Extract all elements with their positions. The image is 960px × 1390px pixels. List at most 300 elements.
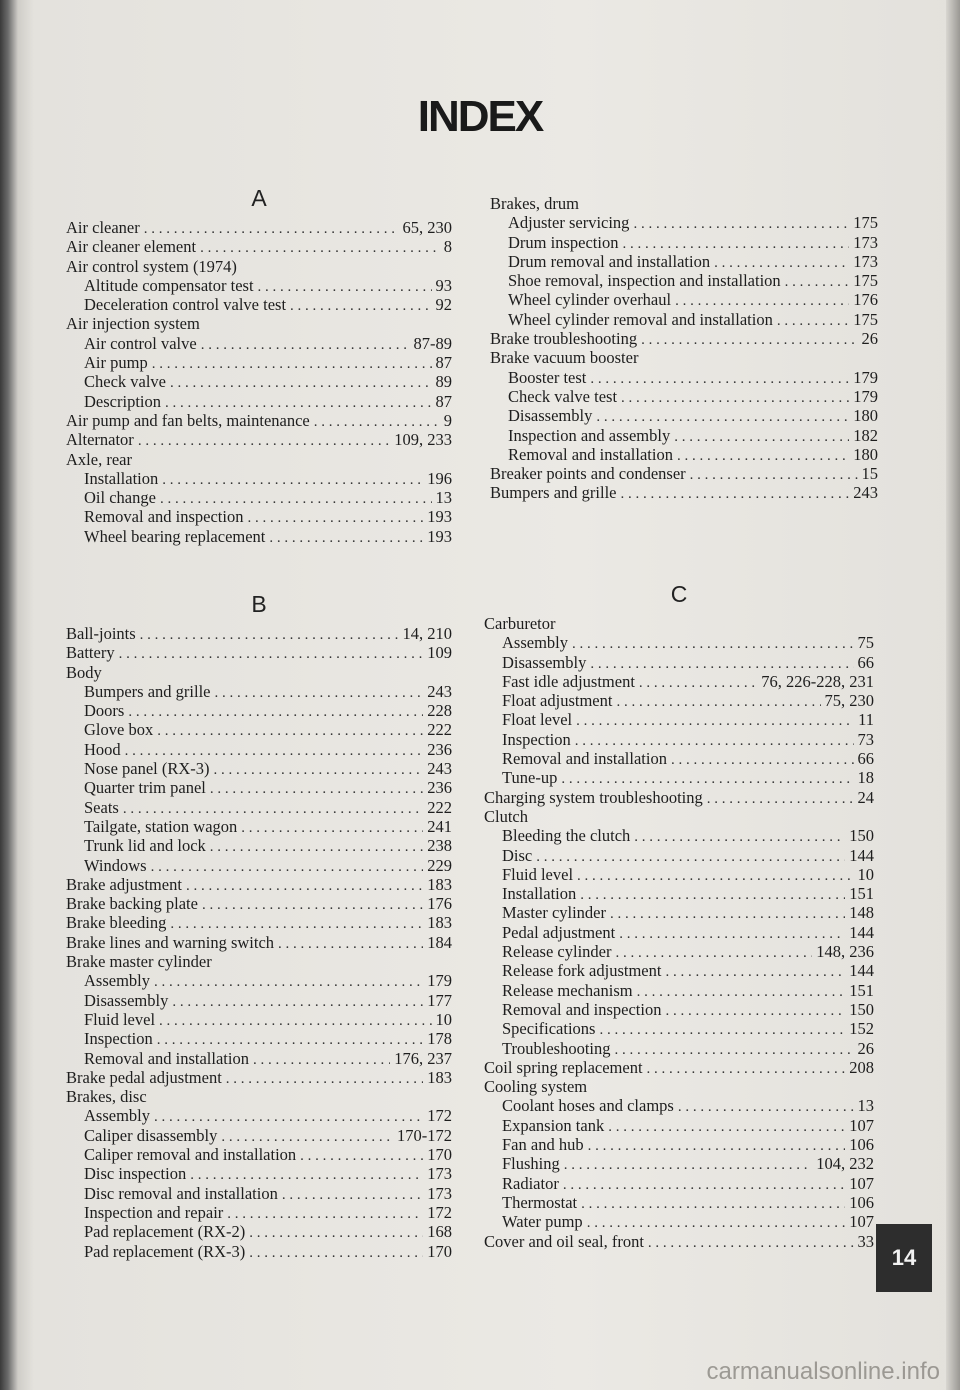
index-entry — [66, 450, 452, 469]
page-number: 14, 210 — [402, 624, 452, 643]
dot-leader — [202, 896, 423, 915]
index-subentry — [484, 1193, 874, 1212]
page-number: 11 — [858, 710, 874, 730]
dot-leader — [210, 780, 423, 799]
dot-leader — [152, 355, 432, 374]
page-number: 73 — [857, 729, 874, 749]
index-entry — [66, 624, 452, 643]
entry-label: Alternator — [66, 430, 134, 450]
index-entry — [66, 913, 452, 932]
index-subentry — [66, 778, 452, 797]
page-number: 89 — [435, 372, 452, 392]
index-subentry — [484, 691, 874, 710]
page-number: 87-89 — [413, 333, 452, 353]
index-subentry — [484, 981, 874, 1000]
page-number: 243 — [427, 681, 452, 701]
section-letter: A — [251, 185, 267, 211]
page-number: 236 — [427, 739, 452, 759]
index-subentry — [484, 903, 874, 922]
page-number: 236 — [427, 778, 452, 798]
dot-leader — [610, 905, 845, 924]
entry-label: Coolant hoses and clamps — [502, 1096, 674, 1116]
dot-leader — [186, 877, 423, 896]
entry-label: Shoe removal, inspection and installation — [508, 271, 781, 291]
index-entry — [490, 464, 878, 483]
entry-label: Float level — [502, 710, 573, 730]
dot-leader — [647, 1060, 846, 1079]
index-entry — [484, 788, 874, 807]
index-subentry — [66, 856, 452, 875]
index-subentry — [66, 991, 452, 1010]
dot-leader — [210, 838, 423, 857]
dot-leader — [690, 466, 858, 485]
index-subentry — [66, 759, 452, 778]
entry-label: Seats — [84, 797, 119, 817]
index-subentry — [484, 1000, 874, 1019]
page-number: 152 — [849, 1019, 874, 1039]
index-subentry — [66, 798, 452, 817]
dot-leader — [140, 626, 399, 645]
entry-label: Brake backing plate — [66, 894, 198, 914]
dot-leader — [170, 374, 431, 393]
index-subentry — [66, 469, 452, 488]
index-subentry — [484, 1212, 874, 1231]
page-number: 179 — [853, 367, 878, 387]
entry-label: Altitude compensator test — [84, 275, 254, 295]
entry-label: Installation — [84, 468, 159, 488]
page-number: 148, 236 — [816, 942, 874, 962]
index-subentry — [490, 406, 878, 425]
index-subentry — [66, 1184, 452, 1203]
entry-label: Charging system troubleshooting — [484, 787, 703, 807]
page-number: 222 — [427, 720, 452, 740]
entry-label: Inspection and assembly — [508, 425, 671, 445]
entry-label: Air cleaner — [66, 218, 140, 237]
index-subentry — [484, 846, 874, 865]
index-entry — [66, 875, 452, 894]
entry-label: Battery — [66, 643, 115, 663]
index-entry — [490, 329, 878, 348]
page-number: 184 — [427, 932, 452, 952]
page-number: 222 — [427, 797, 452, 817]
index-subentry — [484, 1019, 874, 1038]
dot-leader — [159, 1012, 431, 1031]
page-number: 9 — [443, 410, 452, 430]
index-entry — [66, 430, 452, 449]
dot-leader — [621, 389, 849, 408]
dot-leader — [590, 370, 849, 389]
index-entry — [484, 1077, 874, 1096]
entry-label: Release cylinder — [502, 942, 612, 962]
page-number: 13 — [435, 488, 452, 508]
page-number: 87 — [435, 391, 452, 411]
index-subentry — [484, 749, 874, 768]
dot-leader — [214, 684, 423, 703]
page-number: 26 — [861, 329, 878, 349]
dot-leader — [290, 297, 431, 316]
page-number: 173 — [427, 1164, 452, 1184]
index-subentry — [484, 633, 874, 652]
page-number: 104, 232 — [816, 1154, 874, 1174]
index-entry — [66, 237, 452, 256]
entry-label: Inspection — [84, 1029, 153, 1049]
page-number: 168 — [427, 1222, 452, 1242]
page-number: 173 — [853, 251, 878, 271]
dot-leader — [637, 983, 846, 1002]
index-subentry — [490, 252, 878, 271]
entry-label: Brake master cylinder — [66, 952, 212, 972]
entry-label: Pad replacement (RX-3) — [84, 1241, 246, 1261]
dot-leader — [634, 828, 845, 847]
dot-leader — [580, 886, 845, 905]
page-number: 173 — [853, 232, 878, 252]
page-number: 175 — [853, 213, 878, 233]
entry-label: Wheel cylinder overhaul — [508, 290, 672, 310]
entry-label: Master cylinder — [502, 903, 607, 923]
page-number: 193 — [427, 526, 452, 546]
entry-label: Drum inspection — [508, 232, 619, 252]
index-entry — [484, 614, 874, 633]
dot-leader — [154, 973, 423, 992]
page-number: 109 — [427, 643, 452, 663]
entry-label: Check valve test — [508, 386, 618, 406]
index-subentry — [66, 701, 452, 720]
entry-label: Air control system (1974) — [66, 256, 237, 276]
dot-leader — [247, 509, 423, 528]
index-subentry — [66, 527, 452, 546]
entry-label: Disc removal and installation — [84, 1183, 278, 1203]
entry-label: Fan and hub — [502, 1135, 584, 1155]
index-subentry — [490, 233, 878, 252]
dot-leader — [172, 993, 423, 1012]
page-number: 106 — [849, 1192, 874, 1212]
dot-leader — [278, 935, 423, 954]
entry-label: Inspection and repair — [84, 1202, 224, 1222]
dot-leader — [226, 1070, 423, 1089]
index-subentry — [490, 368, 878, 387]
dot-leader — [241, 819, 423, 838]
dot-leader — [282, 1186, 423, 1205]
entry-label: Thermostat — [502, 1192, 578, 1212]
dot-leader — [633, 215, 849, 234]
index-entry — [66, 894, 452, 913]
index-subentry — [490, 426, 878, 445]
dot-leader — [619, 925, 845, 944]
page-number: 148 — [849, 903, 874, 923]
entry-label: Windows — [84, 855, 147, 875]
entry-label: Brakes, disc — [66, 1087, 147, 1107]
page-number: 66 — [857, 749, 874, 769]
page-number: 65, 230 — [402, 218, 452, 237]
entry-label: Removal and installation — [502, 749, 667, 769]
dot-leader — [572, 635, 854, 654]
page-number: 175 — [853, 271, 878, 291]
page-number: 180 — [853, 444, 878, 464]
page-number: 151 — [849, 884, 874, 904]
section-letter: B — [251, 591, 267, 617]
dot-leader — [214, 761, 424, 780]
index-subentry — [66, 276, 452, 295]
entry-label: Caliper disassembly — [84, 1125, 218, 1145]
entry-label: Body — [66, 662, 102, 682]
entry-label: Brake vacuum booster — [490, 348, 639, 368]
index-subentry — [484, 730, 874, 749]
index-section-brakes-continued — [490, 194, 878, 503]
entry-label: Drum removal and installation — [508, 251, 711, 271]
entry-label: Deceleration control valve test — [84, 295, 287, 315]
index-subentry — [66, 507, 452, 526]
dot-leader — [249, 1224, 423, 1243]
dot-leader — [157, 722, 423, 741]
page-number: 109, 233 — [394, 430, 452, 450]
index-subentry — [490, 290, 878, 309]
index-entry — [66, 218, 452, 237]
index-subentry — [490, 387, 878, 406]
dot-leader — [588, 1137, 846, 1156]
entry-label: Brake lines and warning switch — [66, 932, 275, 952]
index-entry — [490, 483, 878, 502]
page-edge — [946, 0, 960, 1390]
entry-label: Caliper removal and installation — [84, 1145, 297, 1165]
dot-leader — [620, 485, 849, 504]
entry-label: Disassembly — [502, 652, 587, 672]
entry-label: Radiator — [502, 1173, 559, 1193]
entry-label: Wheel cylinder removal and installation — [508, 309, 773, 329]
page-number: 173 — [427, 1183, 452, 1203]
index-subentry — [66, 1029, 452, 1048]
index-subentry — [66, 1049, 452, 1068]
index-subentry — [66, 1010, 452, 1029]
index-subentry — [484, 865, 874, 884]
page-number: 172 — [427, 1202, 452, 1222]
page-number: 180 — [853, 406, 878, 426]
page-number: 178 — [427, 1029, 452, 1049]
index-section-c — [484, 580, 874, 1251]
entry-label: Bumpers and grille — [490, 483, 617, 503]
page-number: 75, 230 — [824, 691, 874, 711]
page-number: 107 — [849, 1173, 874, 1193]
page-number: 208 — [849, 1057, 874, 1077]
entry-label: Pad replacement (RX-2) — [84, 1222, 246, 1242]
index-subentry — [66, 295, 452, 314]
entry-label: Axle, rear — [66, 449, 132, 469]
section-letter: C — [670, 581, 688, 607]
dot-leader — [564, 1156, 812, 1175]
index-subentry — [484, 653, 874, 672]
page-title: INDEX — [417, 92, 543, 141]
entry-label: Doors — [84, 701, 125, 721]
index-subentry — [484, 710, 874, 729]
index-entry — [66, 314, 452, 333]
entry-label: Fluid level — [84, 1009, 156, 1029]
index-entry — [66, 952, 452, 971]
page-number: 196 — [427, 468, 452, 488]
dot-leader — [674, 428, 849, 447]
entry-label: Description — [84, 391, 161, 411]
index-subentry — [484, 923, 874, 942]
page-number: 179 — [427, 971, 452, 991]
index-subentry — [484, 1154, 874, 1173]
entry-label: Brake bleeding — [66, 913, 167, 933]
entry-label: Ball-joints — [66, 624, 136, 643]
entry-label: Removal and installation — [508, 444, 673, 464]
index-subentry — [484, 1096, 874, 1115]
page-number: 10 — [435, 1009, 452, 1029]
dot-leader — [577, 867, 853, 886]
entry-label: Release mechanism — [502, 980, 633, 1000]
index-subentry — [484, 884, 874, 903]
dot-leader — [785, 273, 850, 292]
page-number: 170 — [427, 1145, 452, 1165]
index-subentry — [490, 271, 878, 290]
index-entry — [484, 1232, 874, 1251]
entry-label: Expansion tank — [502, 1115, 605, 1135]
entry-label: Air injection system — [66, 314, 200, 334]
page-number: 182 — [853, 425, 878, 445]
entry-label: Inspection — [502, 729, 571, 749]
dot-leader — [615, 1041, 854, 1060]
page-number: 87 — [435, 353, 452, 373]
dot-leader — [648, 1234, 854, 1253]
page-number: 26 — [857, 1038, 874, 1058]
entry-label: Removal and inspection — [502, 999, 662, 1019]
entry-label: Disc — [502, 845, 533, 865]
index-subentry — [66, 817, 452, 836]
page-number: 150 — [849, 999, 874, 1019]
dot-leader — [162, 471, 423, 490]
entry-label: Removal and installation — [84, 1048, 249, 1068]
page-number: 238 — [427, 836, 452, 856]
entry-label: Check valve — [84, 372, 167, 392]
index-entry — [490, 348, 878, 367]
dot-leader — [707, 790, 854, 809]
page-number: 15 — [861, 464, 878, 484]
index-entry — [66, 643, 452, 662]
entry-label: Float adjustment — [502, 691, 613, 711]
index-entry — [66, 663, 452, 682]
dot-leader — [665, 1002, 845, 1021]
index-subentry — [484, 1135, 874, 1154]
page-number: 144 — [849, 922, 874, 942]
index-subentry — [484, 768, 874, 787]
dot-leader — [253, 1051, 390, 1070]
dot-leader — [576, 712, 854, 731]
page-number: 144 — [849, 961, 874, 981]
dot-leader — [227, 1205, 423, 1224]
page-number: 183 — [427, 913, 452, 933]
entry-label: Adjuster servicing — [508, 213, 630, 233]
index-subentry — [66, 1222, 452, 1241]
page-number: 228 — [427, 701, 452, 721]
page-number: 33 — [857, 1231, 874, 1251]
index-subentry — [490, 213, 878, 232]
entry-label: Brakes, drum — [490, 194, 579, 213]
index-entry — [484, 1058, 874, 1077]
entry-label: Cooling system — [484, 1077, 588, 1097]
index-subentry — [484, 961, 874, 980]
page-number: 66 — [857, 652, 874, 672]
entry-label: Assembly — [84, 1106, 150, 1126]
index-subentry — [484, 672, 874, 691]
page-number: 176 — [853, 290, 878, 310]
index-subentry — [484, 1116, 874, 1135]
entry-label: Brake pedal adjustment — [66, 1067, 222, 1087]
dot-leader — [616, 693, 820, 712]
index-entry — [66, 933, 452, 952]
entry-label: Air control valve — [84, 333, 197, 353]
entry-label: Tune-up — [502, 768, 558, 788]
dot-leader — [151, 858, 424, 877]
index-entry — [66, 1087, 452, 1106]
page-number: 18 — [857, 768, 874, 788]
dot-leader — [536, 848, 845, 867]
dot-leader — [599, 1021, 845, 1040]
entry-label: Booster test — [508, 367, 587, 387]
page-number: 144 — [849, 845, 874, 865]
index-subentry — [66, 1145, 452, 1164]
index-subentry — [490, 445, 878, 464]
dot-leader — [138, 432, 390, 451]
entry-label: Nose panel (RX-3) — [84, 759, 210, 779]
page-number: 24 — [857, 787, 874, 807]
dot-leader — [249, 1244, 423, 1263]
index-subentry — [66, 372, 452, 391]
entry-label: Fluid level — [502, 864, 574, 884]
entry-label: Hood — [84, 739, 121, 759]
entry-label: Fast idle adjustment — [502, 671, 635, 691]
index-subentry — [490, 310, 878, 329]
index-entry — [490, 194, 878, 213]
entry-label: Trunk lid and lock — [84, 836, 206, 856]
dot-leader — [665, 963, 845, 982]
entry-label: Water pump — [502, 1212, 583, 1232]
index-subentry — [66, 1106, 452, 1125]
page-number: 229 — [427, 855, 452, 875]
dot-leader — [119, 645, 424, 664]
entry-label: Troubleshooting — [502, 1038, 611, 1058]
dot-leader — [678, 1098, 854, 1117]
page-number: 10 — [857, 864, 874, 884]
entry-label: Cover and oil seal, front — [484, 1231, 644, 1251]
page-number: 107 — [849, 1115, 874, 1135]
entry-label: Air pump and fan belts, maintenance — [66, 410, 310, 430]
page-number: 177 — [427, 990, 452, 1010]
page-number: 243 — [853, 483, 878, 503]
index-entry — [66, 1068, 452, 1087]
index-subentry — [66, 720, 452, 739]
index-subentry — [66, 1242, 452, 1261]
page-number: 183 — [427, 1067, 452, 1087]
dot-leader — [581, 1195, 845, 1214]
page-number: 13 — [857, 1096, 874, 1116]
dot-leader — [639, 674, 757, 693]
index-entry — [484, 807, 874, 826]
entry-label: Flushing — [502, 1154, 560, 1174]
dot-leader — [563, 1176, 845, 1195]
entry-label: Release fork adjustment — [502, 961, 662, 981]
page-number: 151 — [849, 980, 874, 1000]
entry-label: Brake troubleshooting — [490, 329, 638, 349]
entry-label: Oil change — [84, 488, 156, 508]
entry-label: Quarter trim panel — [84, 778, 206, 798]
page-number: 8 — [443, 237, 452, 257]
index-subentry — [66, 971, 452, 990]
entry-label: Air cleaner element — [66, 237, 197, 257]
entry-label: Bumpers and grille — [84, 681, 211, 701]
index-subentry — [66, 334, 452, 353]
index-section-a — [66, 184, 452, 546]
page-number: 92 — [435, 295, 452, 315]
